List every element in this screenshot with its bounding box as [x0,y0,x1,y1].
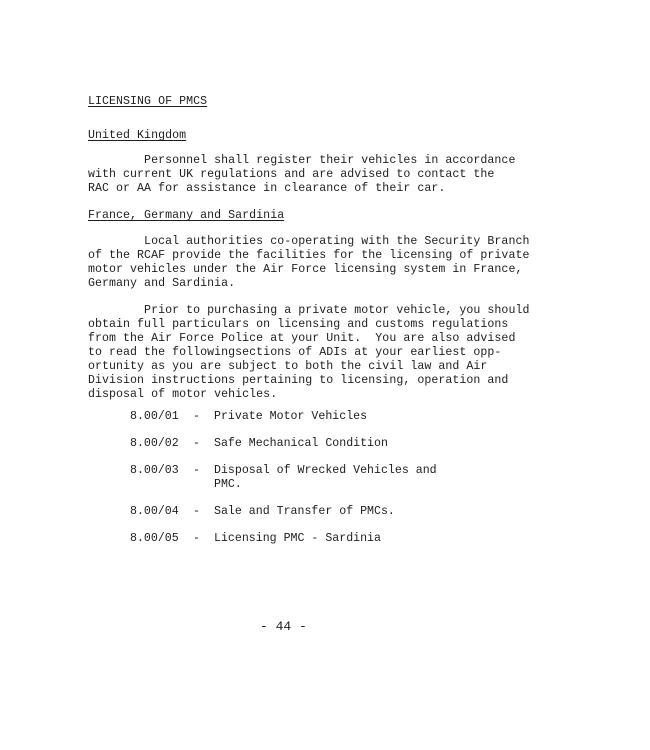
reference-title: Sale and Transfer of PMCs. [214,505,395,518]
reference-code: 8.00/02 [130,437,179,450]
paragraph-line: Prior to purchasing a private motor vehicle, you should [88,304,530,317]
paragraph-line: Local authorities co-operating with the Security Branch [88,235,530,248]
reference-code: 8.00/01 [130,410,179,423]
paragraph-line: obtain full particulars on licensing and customs regulations [88,318,509,331]
reference-title: Private Motor Vehicles [214,410,368,423]
paragraph-line: RAC or AA for assistance in clearance of their car. [88,182,446,195]
paragraph-line: to read the followingsections of ADIs at your earliest opp- [88,346,502,359]
page-number: - 44 - [260,619,307,634]
paragraph-line: Division instructions pertaining to licensing, operation and [88,374,509,387]
paragraph-line: motor vehicles under the Air Force licensing system in France, [88,263,523,276]
reference-title: Licensing PMC - Sardinia [214,532,381,545]
paragraph-line: Personnel shall register their vehicles in accordance [88,154,516,167]
reference-dash: - [193,464,200,477]
document-heading: LICENSING OF PMCS [88,95,208,108]
reference-title: Safe Mechanical Condition [214,437,388,450]
reference-dash: - [193,505,200,518]
paragraph-line: Germany and Sardinia. [88,277,236,290]
reference-title-continued: PMC. [214,478,242,491]
reference-dash: - [193,532,200,545]
reference-code: 8.00/04 [130,505,179,518]
paragraph-line: disposal of motor vehicles. [88,388,278,401]
section-title-france-germany-sardinia: France, Germany and Sardinia [88,209,285,222]
reference-code: 8.00/03 [130,464,179,477]
paragraph-line: of the RCAF provide the facilities for the licensing of private [88,249,530,262]
reference-title: Disposal of Wrecked Vehicles and [214,464,437,477]
paragraph-line: ortunity as you are subject to both the civil law and Air [88,360,488,373]
paragraph-line: with current UK regulations and are advised to contact the [88,168,495,181]
paragraph-line: from the Air Force Police at your Unit. You are also advised [88,332,516,345]
section-title-united-kingdom: United Kingdom [88,129,187,142]
reference-code: 8.00/05 [130,532,179,545]
reference-dash: - [193,437,200,450]
reference-dash: - [193,410,200,423]
